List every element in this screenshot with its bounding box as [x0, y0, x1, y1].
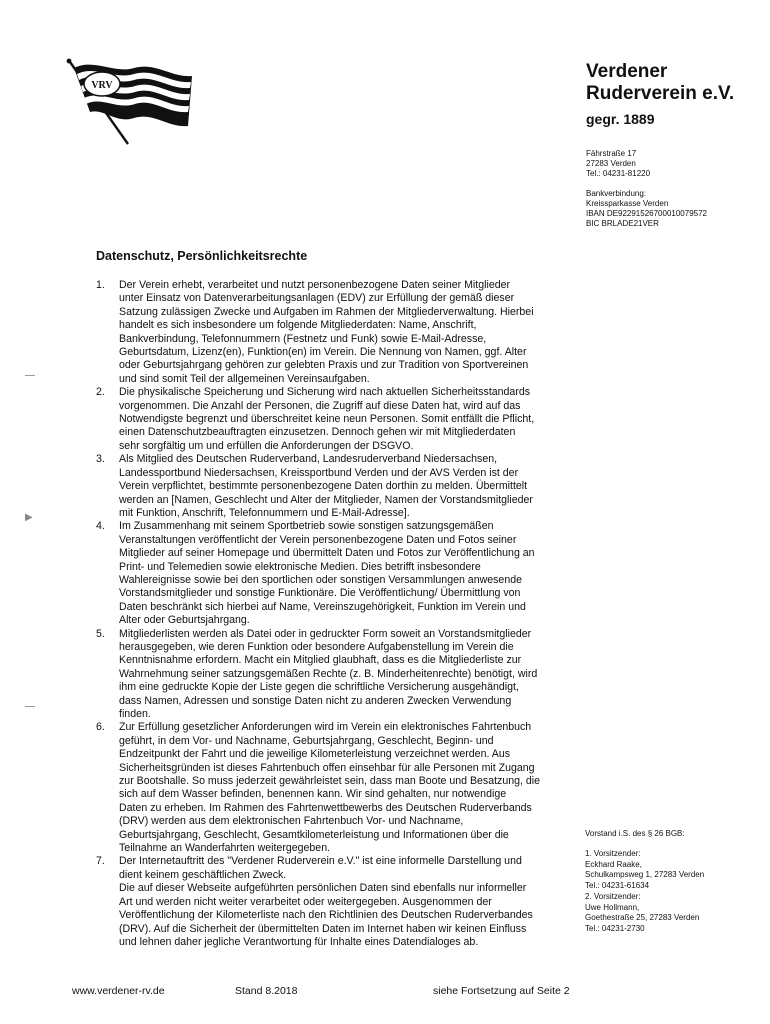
- list-item: [96, 279, 581, 386]
- list-item-text: Der Verein erhebt, verarbeitet und nutzt personenbezogene Daten seiner Mitglieder unter Einsatz von Datenverarbeitungsanlagen (EDV) zur Erfüllung der gemäß dieser Satzung zulässigen Zwecke und Aufgaben im Rahmen der Mitgliederverwaltung. Hierbei handelt es sich insbesondere um folgende Mitgliederdaten: Name, Anschrift, Bankverbindung, Telefonnummern (Festnetz und Funk) sowie E-Mail-Adresse, Geburtsdatum, Lizenz(en), Funktion(en) im Verein. Die Nennung von Namen, ggf. Alter oder Geburtsjahrgang gehören zur gelebten Praxis und zur Tradition von Sportvereinen und sind somit Teil der allgemeinen Vereinsaufgaben.: [119, 279, 534, 385]
- board-chair-1: [585, 849, 765, 891]
- list-item: [96, 520, 581, 627]
- bank-line: Bankverbindung:: [586, 189, 647, 198]
- address-line: Tel.: 04231-81220: [586, 169, 651, 178]
- list-item-text: Im Zusammenhang mit seinem Sportbetrieb sowie sonstigen satzungsgemäßen Veranstaltungen veröffentlicht der Verein personenbezogene Daten und Fotos seiner Mitglieder auf seiner Homepage und übermittelt Daten und Fotos zur Veröffentlichung an Print- und Telemedien sowie elektronische Medien. Dies betrifft insbesondere Wahlereignisse sowie bei den sportlichen oder sonstigen Versammlungen anwesende Vorstandsmitglieder und sonstige Funktionäre. Die Veröffentlichung/ Übermittlung von Daten beschränkt sich hierbei auf Name, Vereinszugehörigkeit, Funktion im Verein und Alter oder Geburtsjahrgang.: [119, 520, 535, 627]
- organization-address: [586, 149, 766, 179]
- logo-emblem-text: VRV: [91, 80, 113, 91]
- board-line: 2. Vorsitzender:: [585, 892, 641, 901]
- founding-year: gegr. 1889: [586, 111, 655, 127]
- privacy-clauses-list: [96, 279, 581, 949]
- bank-details: [586, 189, 766, 229]
- list-item: [96, 721, 581, 855]
- list-item-number: 5.: [96, 627, 105, 640]
- list-item-text: Der Internetauftritt des "Verdener Ruderverein e.V." ist eine informelle Darstellung und dient keinem geschäftlichen Zweck. Die auf dieser Webseite aufgeführten persönlichen Daten sind ebenfalls nur informeller Art und werden nicht weiter verarbeitet oder weitergegeben. Ausgenommen der Veröffentlichung der Kilometerliste nach den Richtlinien des Deutschen Ruderverbandes (DRV). Auf die Sicherheit der übermittelten Daten im Internet haben wir keinen Einfluss und lehnen daher jegliche Verantwortung für Inhalte eines Datendialoges ab.: [119, 855, 533, 948]
- list-item: [96, 386, 581, 453]
- list-item: [96, 855, 581, 949]
- board-line: Eckhard Raake,: [585, 859, 642, 869]
- board-line: Tel.: 04231-61634: [585, 880, 650, 890]
- bank-line: Kreissparkasse Verden: [586, 199, 669, 208]
- footer-continued: siehe Fortsetzung auf Seite 2: [433, 985, 570, 997]
- list-item: [96, 628, 581, 722]
- list-item-number: 7.: [96, 855, 105, 868]
- bank-line: IBAN DE92291526700010079572: [586, 209, 707, 218]
- list-item-text: Die physikalische Speicherung und Sicherung wird nach aktuellen Sicherheitsstandards vorgenommen. Die Anzahl der Personen, die Zugriff auf diese Daten hat, wird auf das Notwendigste begrenzt und überschreitet keine neun Personen. Somit entfällt die Pflicht, einen Datenschutzbeauftragten einzusetzen. Dennoch gehen wir mit Mitgliederdaten sehr sorgfältig um und erfüllen die Anforderungen der DSGVO.: [119, 386, 535, 452]
- list-item-number: 6.: [96, 721, 105, 734]
- fold-mark: [25, 706, 35, 707]
- list-item-number: 3.: [96, 453, 105, 466]
- board-title: Vorstand i.S. des § 26 BGB:: [585, 829, 685, 838]
- list-item-number: 2.: [96, 386, 105, 399]
- board-line: Goethestraße 25, 27283 Verden: [585, 913, 700, 922]
- address-line: Fährstraße 17: [586, 149, 637, 158]
- board-line: Schulkampsweg 1, 27283 Verden: [585, 870, 705, 879]
- punch-mark-icon: ▶: [25, 512, 33, 523]
- footer-website: www.verdener-rv.de: [72, 985, 165, 997]
- footer-version: Stand 8.2018: [235, 985, 298, 997]
- board-line: Tel.: 04231-2730: [585, 923, 645, 933]
- fold-mark: [25, 375, 35, 376]
- address-line: 27283 Verden: [586, 159, 636, 168]
- list-item-number: 1.: [96, 279, 105, 291]
- bank-line: BIC BRLADE21VER: [586, 219, 659, 228]
- board-line: Uwe Hollmann,: [585, 902, 640, 912]
- list-item-text: Als Mitglied des Deutschen Ruderverband, Landesruderverband Niedersachsen, Landessportbund Niedersachsen, Kreissportbund Verden und der AVS Verden ist der Verein verpflichtet, bestimmte personenbezogene Daten dorthin zu melden. Übermittelt werden an [Namen, Geschlecht und Alter der Mitglieder, Namen der Vorstandsmitglieder mit Funktion, Anschrift, Telefonnummern und E-Mail-Adresse].: [119, 453, 533, 519]
- list-item-text: Mitgliederlisten werden als Datei oder in gedruckter Form soweit an Vorstandsmitglieder herausgegeben, wie deren Funktion oder besondere Aufgabenstellung im Verein die Kenntnisnahme erfordern. Macht ein Mitglied glaubhaft, dass es die Mitgliederliste zur Wahrnehmung seiner satzungsgemäßen Rechte (z. B. Minderheitenrechte) benötigt, wird ihm eine gedruckte Kopie der Liste gegen die schriftliche Versicherung ausgehändigt, dass Namen, Adressen und sonstige Daten nicht zu anderen Zwecken Verwendung finden.: [119, 627, 538, 720]
- organization-name: Verdener Ruderverein e.V.: [586, 61, 735, 104]
- list-item-text: Zur Erfüllung gesetzlicher Anforderungen wird im Verein ein elektronisches Fahrtenbuch geführt, in dem Vor- und Nachname, Geburtsjahrgang, Geschlecht, Beginn- und Endzeitpunkt der Fahrt und die jeweilige Kilometerleistung verzeichnet werden. Aus Sicherheitsgründen ist dieses Fahrtenbuch offen einsehbar für alle Personen mit Zugang zur Bootshalle. So muss jederzeit gewährleistet sein, dass man Boote und Besatzung, die sich auf dem Wasser befinden, benennen kann. Wir sind gehalten, nur notwendige Daten zu erheben. Im Rahmen des Fahrtenwettbewerbs des Deutschen Ruderverbands (DRV) werden aus dem elektronischen Fahrtenbuch Vor- und Nachname, Geburtsjahrgang, Geschlecht, Gesamtkilometerleistung und Informationen über die Teilnahme an Wanderfahrten weitergegeben.: [119, 721, 541, 855]
- board-line: 1. Vorsitzender:: [585, 849, 641, 858]
- list-item: [96, 453, 581, 520]
- club-flag-logo: [64, 56, 196, 148]
- document-title: Datenschutz, Persönlichkeitsrechte: [96, 249, 308, 263]
- list-item-number: 4.: [96, 520, 105, 533]
- board-chair-2: [585, 892, 765, 934]
- organization-header: [586, 61, 766, 229]
